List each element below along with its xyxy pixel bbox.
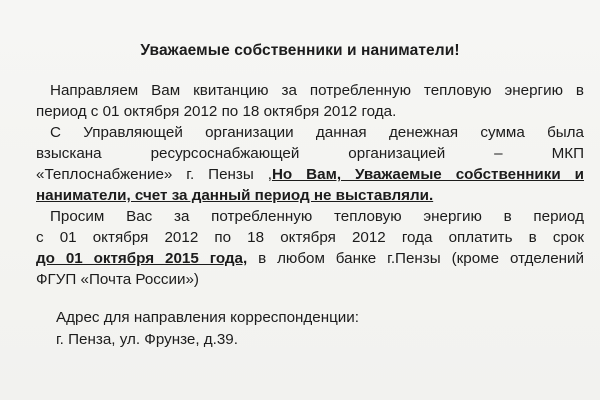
document-title: Уважаемые собственники и наниматели! (140, 42, 460, 59)
paragraph-2-line-2: взыскана ресурсоснабжающей организацией – МКП (36, 145, 584, 162)
paragraph-3-line-2: с 01 октября 2012 по 18 октября 2012 года оплатить в срок (36, 229, 584, 246)
paragraph-3-line-4: ФГУП «Почта России») (36, 271, 199, 288)
paragraph-1-line-1: Направляем Вам квитанцию за потребленную тепловую энергию в (50, 82, 584, 99)
address-block (56, 307, 359, 351)
document-body (36, 80, 584, 290)
address-label: Адрес для направления корреспонденции: (56, 309, 359, 326)
paragraph-3-line-3 (36, 248, 584, 269)
paragraph-2-line-1: С Управляющей организации данная денежная сумма была (50, 124, 584, 141)
paragraph-2-bold-notice-cont: наниматели, счет за данный период не выставляли. (36, 187, 434, 204)
paragraph-2-line-3 (36, 164, 584, 185)
paragraph-3-line-1: Просим Вас за потребленную тепловую энергию в период (50, 208, 584, 225)
paragraph-2-line-4 (36, 185, 584, 206)
paragraph-2-bold-notice: Но Вам, Уважаемые собственники и (271, 166, 584, 183)
address-value: г. Пенза, ул. Фрунзе, д.39. (56, 331, 238, 348)
paragraph-1-line-2: период с 01 октября 2012 по 18 октября 2012 года. (36, 103, 397, 120)
paragraph-2-line-3-normal: «Теплоснабжение» г. Пензы , (36, 166, 272, 183)
paragraph-3-line-3-normal: в любом банке г.Пензы (кроме отделений (247, 250, 584, 267)
payment-deadline: до 01 октября 2015 года, (36, 250, 248, 267)
